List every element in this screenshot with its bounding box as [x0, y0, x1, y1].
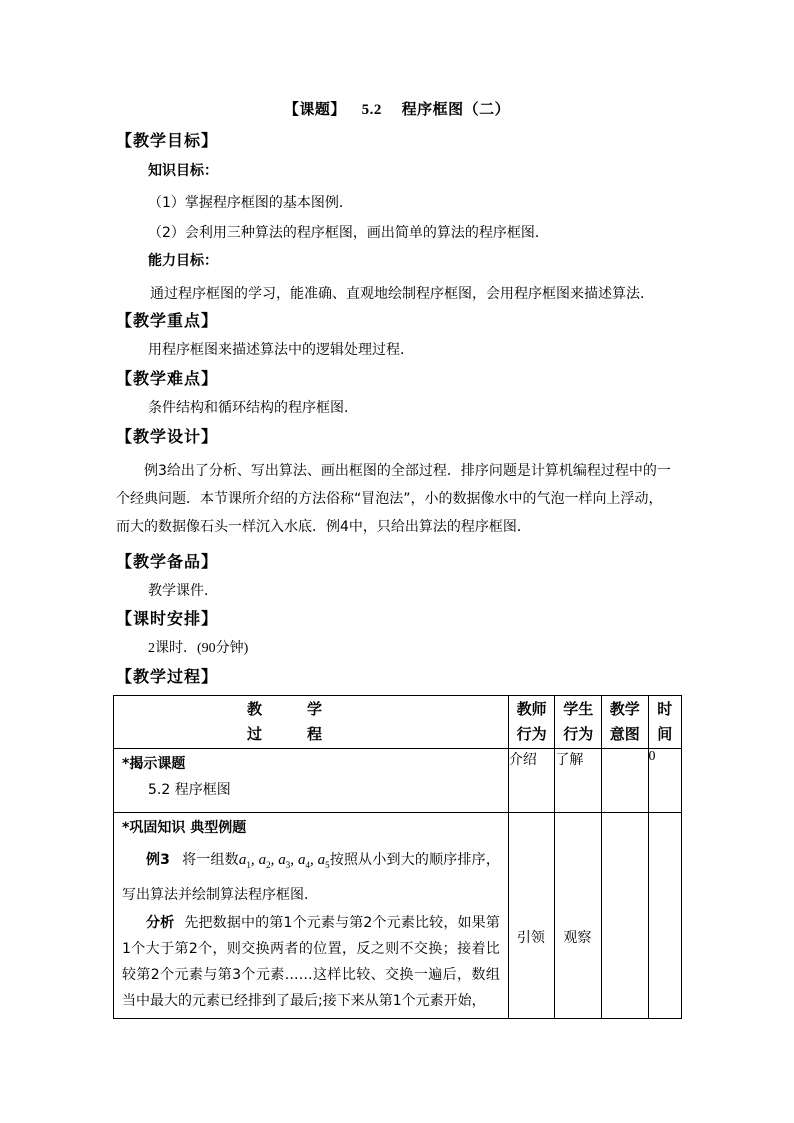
- row1-student: 了解: [555, 749, 602, 813]
- title-label: 【课题】: [283, 100, 346, 118]
- table-row: [114, 749, 682, 813]
- section-materials: 【教学备品】: [116, 552, 219, 571]
- example-3-text-a: 将一组数: [181, 852, 239, 868]
- analysis: [122, 910, 500, 1014]
- table-row: [114, 813, 682, 1019]
- ability-goal-text: 通过程序框图的学习，能准确、直观地绘制程序框图，会用程序框图来描述算法．: [150, 286, 654, 302]
- ability-goal-heading: 能力目标：: [148, 253, 218, 269]
- design-line-1: 例3给出了分析、写出算法、画出框图的全部过程．排序问题是计算机编程过程中的一: [144, 463, 671, 479]
- section-schedule: 【课时安排】: [116, 609, 219, 628]
- row1-process: [114, 749, 509, 813]
- header-process: [114, 696, 509, 749]
- header-intent: [601, 696, 648, 749]
- row2-student: 观察: [555, 813, 602, 1019]
- row2-process: [114, 813, 509, 1019]
- header-intent-line-1: 教学: [609, 700, 640, 718]
- header-time-line-1: 时: [657, 700, 673, 718]
- section-key-points: 【教学重点】: [116, 311, 219, 330]
- schedule-text: 2课时．(90分钟): [148, 641, 249, 656]
- example-3-text-b: 按照从小到大的顺序排序，写出算法并绘制算法程序框图．: [122, 852, 500, 903]
- example-3-vars: $a_1$, $a_2$, $a_3$, $a_4$, $a_5$: [238, 852, 330, 870]
- header-student: [555, 696, 602, 749]
- knowledge-goal-1: （1）掌握程序框图的基本图例．: [148, 195, 353, 211]
- section-design: 【教学设计】: [116, 427, 219, 446]
- section-difficulties: 【教学难点】: [116, 369, 219, 388]
- process-table: [113, 695, 682, 1019]
- header-teacher: [508, 696, 555, 749]
- title-text: 程序框图（二）: [401, 100, 511, 118]
- header-time: [648, 696, 681, 749]
- row2-teacher: 引领: [508, 813, 555, 1019]
- header-process-line-2: 过 程: [247, 725, 323, 743]
- row1-intent: [601, 749, 648, 813]
- example-3: [122, 845, 500, 910]
- page-title: [0, 98, 794, 119]
- header-process-line-1: 教 学: [247, 700, 323, 718]
- header-teacher-line-1: 教师: [516, 700, 547, 718]
- row1-subtext: 5.2 程序框图: [148, 782, 231, 798]
- row1-time: 0: [648, 749, 681, 813]
- example-3-label: 例3: [146, 852, 170, 868]
- design-line-3: 而大的数据像石头一样沉入水底．例4中，只给出算法的程序框图．: [116, 519, 531, 535]
- materials-text: 教学课件．: [148, 583, 218, 599]
- key-points-text: 用程序框图来描述算法中的逻辑处理过程．: [148, 342, 414, 358]
- title-number: 5.2: [361, 102, 382, 118]
- knowledge-goal-heading: 知识目标：: [148, 163, 218, 179]
- row2-time: [648, 813, 681, 1019]
- header-student-line-1: 学生: [563, 700, 594, 718]
- header-intent-line-2: 意图: [609, 725, 640, 743]
- table-header-row: [114, 696, 682, 749]
- header-time-line-2: 间: [657, 725, 673, 743]
- section-objectives: 【教学目标】: [116, 131, 219, 150]
- design-line-2: 个经典问题．本节课所介绍的方法俗称“冒泡法”，小的数据像水中的气泡一样向上浮动，: [116, 491, 663, 507]
- design-paragraph: [116, 457, 682, 541]
- header-student-line-2: 行为: [563, 725, 594, 743]
- row1-heading: *揭示课题: [122, 756, 186, 772]
- row2-intent: [601, 813, 648, 1019]
- analysis-label: 分析: [146, 915, 175, 931]
- row2-heading: *巩固知识 典型例题: [122, 820, 247, 836]
- analysis-text: 先把数据中的第1个元素与第2个元素比较，如果第1个大于第2个，则交换两者的位置，反之则不交换；接着比较第2个元素与第3个元素……这样比较、交换一遍后，数组当中最大的元素已经排到了最后;接下来从第1个元素开始，: [122, 915, 500, 1009]
- knowledge-goal-2: （2）会利用三种算法的程序框图，画出简单的算法的程序框图．: [148, 225, 549, 241]
- header-teacher-line-2: 行为: [516, 725, 547, 743]
- section-process: 【教学过程】: [116, 667, 219, 686]
- difficulties-text: 条件结构和循环结构的程序框图．: [148, 400, 358, 416]
- row1-teacher: 介绍: [508, 749, 555, 813]
